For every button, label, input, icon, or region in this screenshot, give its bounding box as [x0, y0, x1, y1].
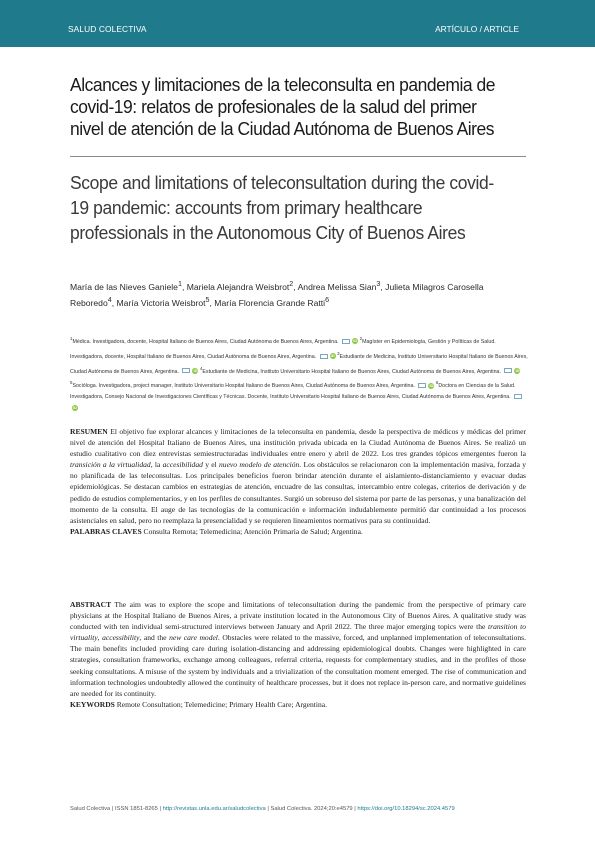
journal-name: SALUD COLECTIVA — [68, 24, 147, 34]
resumen-block: RESUMEN El objetivo fue explorar alcances y limitaciones de la teleconsulta en pandemia, desde la perspectiva de médicos y médicas del primer nivel de atención del Hospital Italiano de Buenos Aires, una institución privada ubicada en la Ciudad Autónoma de Buenos Aires. Se realizó un estudio cualitativo con diez entrevistas semiestructuradas individuales entre enero y abril de 2022. Los tres grandes tópicos emergentes fueron la transición a la virtualidad, la accesibilidad y el nuevo modelo de atención. Los obstáculos se relacionaron con la implementación masiva, forzada y no planificada de las teleconsultas. Los principales beneficios fueron brindar atención durante el aislamiento-distanciamiento y evacuar dudas epidemiológicas. Se destacan cambios en estrategias de atención, encuadre de las consultas, intercambio entre colegas, criterios de derivación y de pedido de estudios complementarios, y en los perfiles de consultantes. Surgió un sobreuso del sistema por parte de las personas, y una banalización del momento de la consulta. El auge de las tecnologías de la comunicación e información indudablemente permitió dar continuidad a los procesos asistenciales en salud, pero no reemplaza la presencialidad y se requieren lineamientos normativos para su continuidad. PALABRAS CLAVES Consulta Remota; Telemedicina; Atención Primaria de Salud; Argentina. — [70, 427, 527, 536]
title-spanish: Alcances y limitaciones de la teleconsulta en pandemia de covid-19: relatos de profesionales de la salud del primer nivel de atención de la Ciudad Autónoma de Buenos Aires — [70, 74, 495, 139]
abstract-block: ABSTRACT The aim was to explore the scope and limitations of teleconsultation during the pandemic from the perspective of primary care physicians at the Hospital Italiano de Buenos Aires, a private institution located in the Autonomous City of Buenos Aires. A qualitative study was conducted with ten individual semi-structured interviews between January and April 2022. The three major emerging topics were the transition to virtuality, accessibility, and the new care model. Obstacles were related to the massive, forced, and unplanned implementation of teleconsultations. The main benefits included providing care during isolation-distancing and addressing epidemiological doubts. Changes were highlighted in care strategies, consultation frameworks, exchange among colleagues, referral criteria, requests for complementary studies, and in the profiles of those seeking consultations. A misuse of the system by individuals and a trivialization of the consultation moment emerged. The rise of communication and information technologies undoubtedly allowed the continuity of healthcare processes, but it does not replace in-person care, and normative guidelines are needed for its continuity. KEYWORDS Remote Consultation; Telemedicine; Primary Health Care; Argentina. — [70, 600, 526, 709]
orcid-icon[interactable]: iD — [73, 404, 77, 410]
keywords-es-label: PALABRAS CLAVES — [70, 526, 142, 536]
keywords-en: Remote Consultation; Telemedicine; Primary Health Care; Argentina. — [114, 699, 328, 709]
orcid-icon[interactable]: iD — [330, 353, 335, 359]
affiliation-text: Estudiante de Medicina, Instituto Universitario Hospital Italiano de Buenos Aires, Ciudad Autónoma de Buenos Aires, Argentina. — [70, 353, 528, 375]
author: Julieta Milagros Carosella Reboredo$^4$ — [70, 281, 484, 308]
envelope-icon[interactable] — [342, 339, 350, 344]
author: Mariela Alejandra Weisbrot$^2$ — [186, 280, 294, 292]
author: María de las Nieves Ganiele$^1$ — [70, 280, 182, 292]
keywords-es: Consulta Remota; Telemedicina; Atención Primaria de Salud; Argentina. — [141, 526, 363, 536]
affiliation-text: Socióloga. Investigadora, project manager, Instituto Universitario Hospital Italiano de Buenos Aires, Ciudad Autónoma de Buenos Aires, Argentina. — [72, 383, 415, 390]
orcid-icon[interactable]: iD — [193, 367, 198, 373]
title-divider — [70, 156, 526, 157]
envelope-icon[interactable] — [320, 354, 328, 359]
envelope-icon[interactable] — [504, 368, 512, 373]
affiliation-text: Estudiante de Medicina, Instituto Universitario Hospital Italiano de Buenos Aires, Ciudad Autónoma de Buenos Aires, Argentina. — [202, 368, 501, 375]
affiliation-text: Magíster en Epidemiología, Gestión y Políticas de Salud. Investigadora, docente, Hospital Italiano de Buenos Aires, Ciudad Autónoma de Buenos Aires, Argentina. — [70, 338, 496, 360]
envelope-icon[interactable] — [418, 383, 426, 388]
journal-url-link[interactable]: http://revistas.unla.edu.ar/saludcolectiva — [162, 806, 266, 812]
orcid-icon[interactable]: iD — [429, 382, 434, 388]
author-list: María de las Nieves Ganiele$^1$, Mariela Alejandra Weisbrot$^2$, Andrea Melissa Sian$^3$, Julieta Milagros Carosella Reboredo$^4$, María Victoria Weisbrot$^5$, María Florencia Grande Ratti$^6$ — [70, 280, 484, 308]
orcid-icon[interactable]: iD — [515, 367, 520, 373]
resumen-label: RESUMEN — [70, 427, 108, 436]
author: Andrea Melissa Sian$^3$ — [297, 280, 381, 292]
doi-link[interactable]: https://doi.org/10.18294/sc.2024.4579 — [357, 806, 455, 812]
affiliations: $^1$Médica. Investigadora, docente, Hospital Italiano de Buenos Aires, Ciudad Autónoma de Buenos Aires, Argentina. iD $^2$Magíster en Epidemiología, Gestión y Políticas de Salud. Investigadora, docente, Hospital Italiano de Buenos Aires, Ciudad Autónoma de Buenos Aires, Argentina. iD $^3$Estudiante de Medicina, Instituto Universitario Hospital Italiano de Buenos Aires, Ciudad Autónoma de Buenos Aires, Argentina. iD $^4$Estudiante de Medicina, Instituto Universitario Hospital Italiano de Buenos Aires, Ciudad Autónoma de Buenos Aires, Argentina. iD $^5$Socióloga. Investigadora, project manager, Instituto Universitario Hospital Italiano de Buenos Aires, Ciudad Autónoma de Buenos Aires, Argentina. iD $^6$Doctora en Ciencias de la Salud. Investigadora, Consejo Nacional de Investigaciones Científicas y Técnicas. Docente, Instituto Universitario Hospital Italiano de Buenos Aires, Ciudad Autónoma de Buenos Aires, Argentina. iD — [70, 336, 528, 410]
abstract-label: ABSTRACT — [70, 600, 112, 609]
page-footer: Salud Colectiva | ISSN 1851-8265 | http://revistas.unla.edu.ar/saludcolectiva | Salud Colectiva. 2024;20:e4579 | https://doi.org/10.18294/sc.2024.4579 — [70, 806, 455, 812]
title-english: Scope and limitations of teleconsultation during the covid-19 pandemic: accounts from primary healthcare professionals in the Autonomous City of Buenos Aires — [70, 172, 494, 243]
author: María Florencia Grande Ratti$^6$ — [214, 295, 330, 308]
affiliation-text: Médica. Investigadora, docente, Hospital Italiano de Buenos Aires, Ciudad Autónoma de Buenos Aires, Argentina. — [72, 338, 339, 345]
envelope-icon[interactable] — [514, 394, 522, 399]
article-type: ARTÍCULO / ARTICLE — [435, 24, 519, 34]
affiliation-text: Doctora en Ciencias de la Salud. Investigadora, Consejo Nacional de Investigaciones Científicas y Técnicas. Docente, Instituto Universitario Hospital Italiano de Buenos Aires, Ciudad Autónoma de Buenos Aires, Argentina. — [70, 383, 516, 401]
orcid-icon[interactable]: iD — [353, 338, 358, 344]
keywords-en-label: KEYWORDS — [70, 699, 115, 709]
journal-header-bar — [0, 0, 595, 47]
author: María Victoria Weisbrot$^5$ — [116, 295, 210, 308]
envelope-icon[interactable] — [182, 368, 190, 373]
